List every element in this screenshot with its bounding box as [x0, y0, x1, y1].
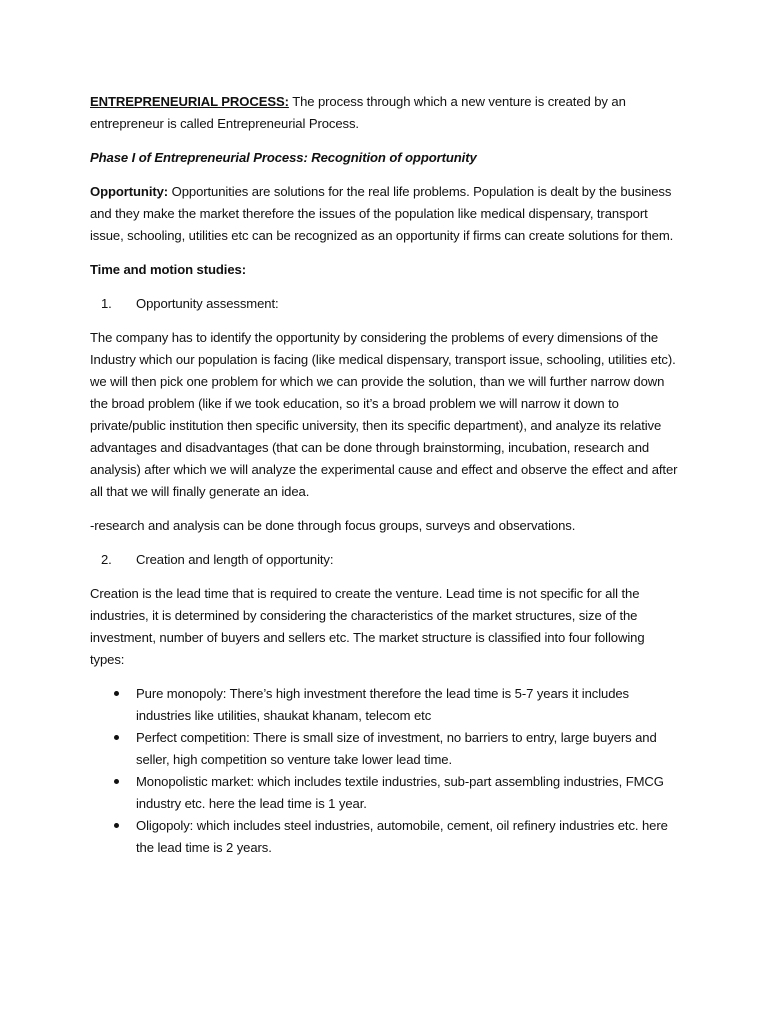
bullet-icon	[114, 735, 119, 740]
bullet-icon	[114, 691, 119, 696]
list-item-title: Creation and length of opportunity:	[136, 552, 334, 567]
intro-text: The process through which a new venture is created by an entrepreneur is called Entrepreneurial Process.	[90, 94, 626, 131]
document-body	[90, 91, 680, 859]
opportunity-paragraph	[90, 181, 680, 247]
bullet-icon	[114, 823, 119, 828]
list-item	[90, 815, 680, 859]
list-item-text: Oligopoly: which includes steel industries, automobile, cement, oil refinery industries etc. here the lead time is 2 years.	[136, 818, 668, 855]
opportunity-text: Opportunities are solutions for the real life problems. Population is dealt by the business and they make the market therefore the issues of the population like medical dispensary, transport issue, schooling, utilities etc can be recognized as an opportunity if firms can create solutions for them.	[90, 184, 674, 243]
research-paragraph: -research and analysis can be done through focus groups, surveys and observations.	[90, 518, 576, 533]
list-item	[90, 727, 680, 771]
list-item-creation-length	[90, 549, 680, 571]
list-item-opportunity-assessment	[90, 293, 680, 315]
numbered-list-2	[90, 549, 680, 571]
numbered-list-1	[90, 293, 680, 315]
bullet-icon	[114, 779, 119, 784]
list-item-text: Monopolistic market: which includes textile industries, sub-part assembling industries, FMCG industry etc. here the lead time is 1 year.	[136, 774, 664, 811]
title-label: ENTREPRENEURIAL PROCESS:	[90, 94, 289, 109]
market-types-list	[90, 683, 680, 859]
list-item-title: Opportunity assessment:	[136, 296, 279, 311]
list-item-text: Pure monopoly: There’s high investment therefore the lead time is 5-7 years it includes industries like utilities, shaukat khanam, telecom etc	[136, 686, 630, 723]
intro-paragraph	[90, 91, 680, 135]
list-number: 2.	[101, 552, 112, 567]
opportunity-label: Opportunity:	[90, 184, 169, 199]
list-item	[90, 771, 680, 815]
list-item	[90, 683, 680, 727]
assessment-paragraph: The company has to identify the opportunity by considering the problems of every dimensions of the Industry which our population is facing (like medical dispensary, transport issue, schooling, utilities etc). we will then pick one problem for which we can provide the solution, than we will further narrow down the broad problem (like if we took education, so it’s a broad problem we will narrow it down to private/public institution then specific university, then its specific department), and analyze its relative advantages and disadvantages (that can be done through brainstorming, incubation, research and analysis) after which we will analyze the experimental cause and effect and observe the effect and after all that we will finally generate an idea.	[90, 330, 678, 499]
list-number: 1.	[101, 296, 112, 311]
creation-paragraph: Creation is the lead time that is required to create the venture. Lead time is not specific for all the industries, it is determined by considering the characteristics of the market structures, size of the investment, number of buyers and sellers etc. The market structure is classified into four following types:	[90, 586, 645, 667]
phase-heading: Phase I of Entrepreneurial Process: Recognition of opportunity	[90, 150, 477, 165]
time-motion-heading: Time and motion studies:	[90, 262, 246, 277]
list-item-text: Perfect competition: There is small size of investment, no barriers to entry, large buyers and seller, high competition so venture take lower lead time.	[136, 730, 657, 767]
